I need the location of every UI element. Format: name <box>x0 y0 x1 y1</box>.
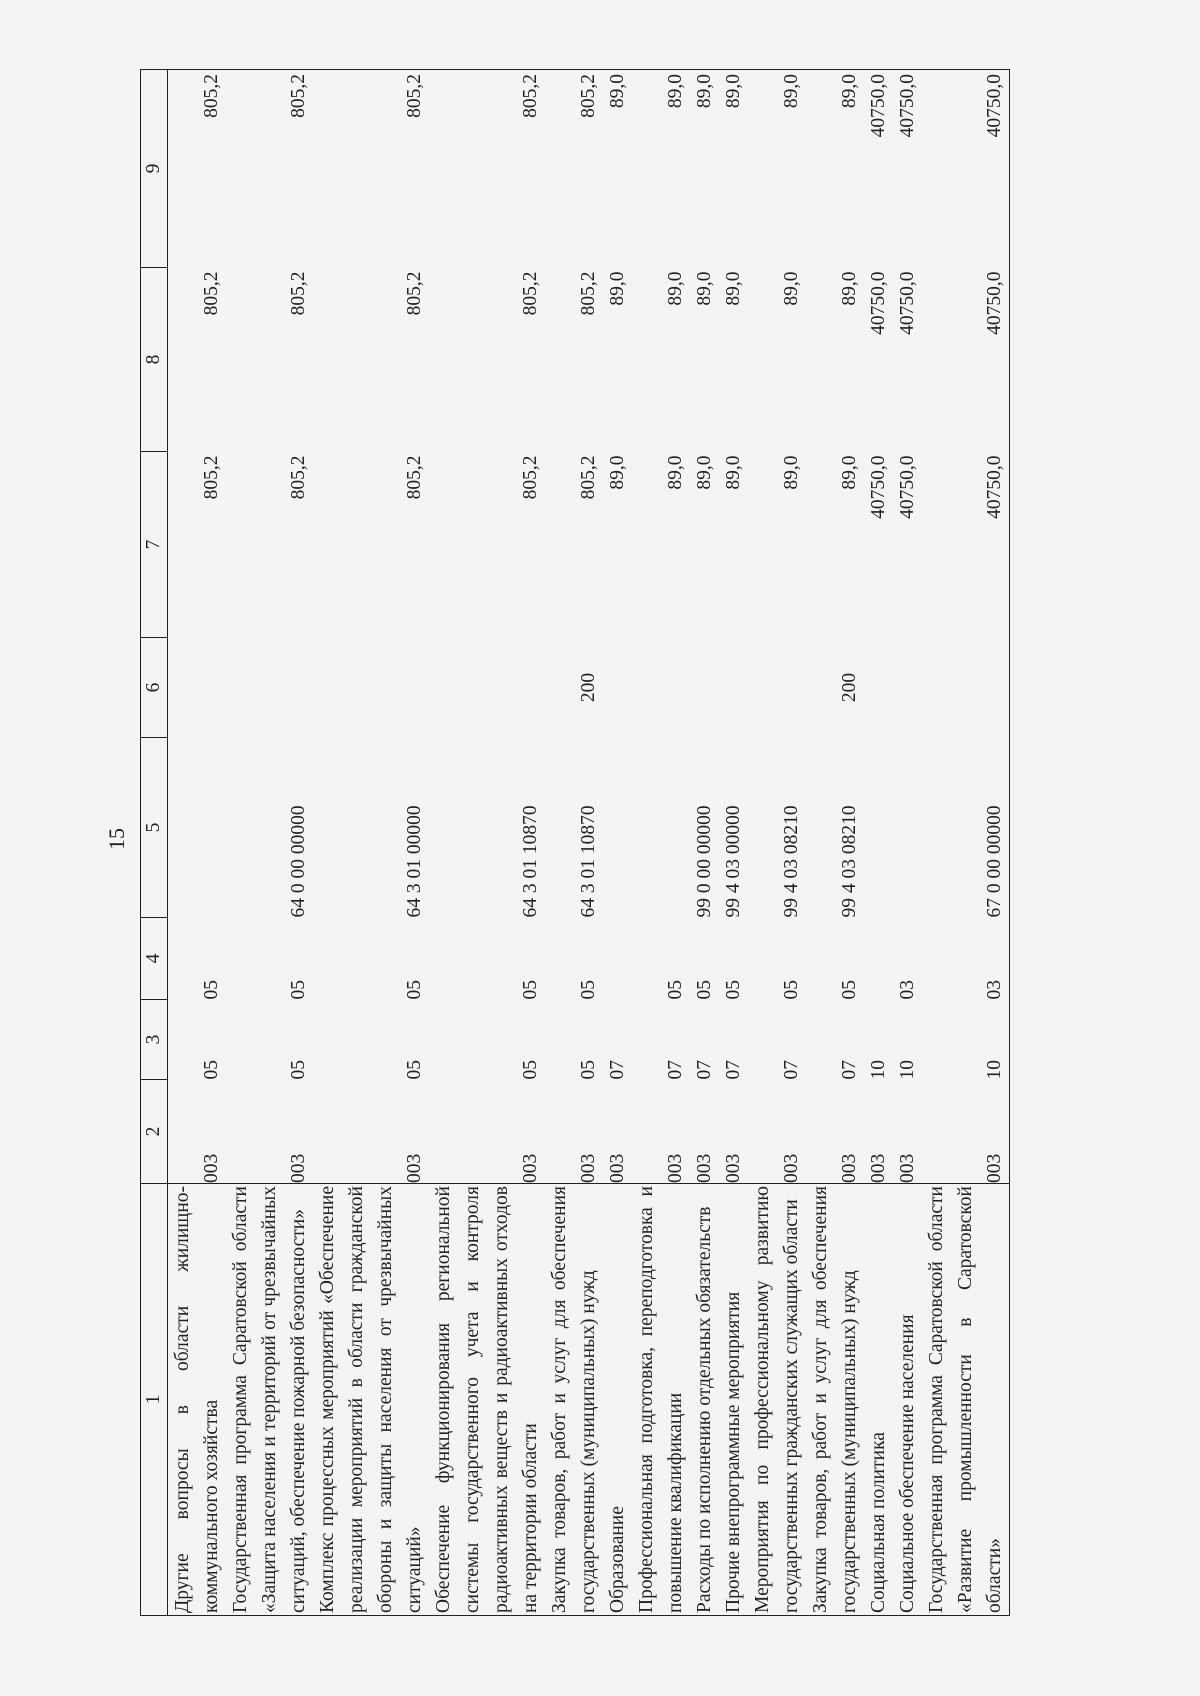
code-2-cell: 003 <box>694 1153 715 1183</box>
table-row <box>806 70 864 1616</box>
value-9-cell: 40750,0 <box>893 70 922 268</box>
code-4-cell: 05 <box>201 980 222 1000</box>
code-6-cell <box>429 638 545 738</box>
code-4-cell: 03 <box>922 918 1010 1000</box>
value-7-cell: 40750,0 <box>868 455 889 519</box>
code-5-cell <box>893 738 922 918</box>
row-title-cell: Расходы по исполнению отдельных обязательств <box>690 1184 719 1616</box>
value-8-cell: 805,2 <box>520 271 541 316</box>
code-3-cell: 05 <box>520 1060 541 1080</box>
code-4-cell: 05 <box>723 980 744 1000</box>
code-2-cell: 003 <box>607 1153 628 1183</box>
budget-table <box>140 69 1010 1616</box>
code-3-cell: 07 <box>723 1060 744 1080</box>
value-7-cell: 40750,0 <box>897 455 918 519</box>
code-4-cell <box>603 918 632 1000</box>
value-9-cell: 89,0 <box>748 70 806 268</box>
value-9-cell: 89,0 <box>632 70 690 268</box>
table-row <box>690 70 719 1616</box>
value-7-cell: 89,0 <box>839 455 860 490</box>
table-row <box>632 70 690 1616</box>
value-7-cell: 805,2 <box>201 455 222 500</box>
code-5-cell: 99 4 03 08210 <box>781 805 802 918</box>
value-7-cell: 805,2 <box>404 455 425 500</box>
code-5-cell: 64 3 01 10870 <box>520 805 541 918</box>
code-2-cell: 003 <box>723 1153 744 1183</box>
table-body <box>168 70 1010 1616</box>
code-3-cell: 10 <box>868 1060 889 1080</box>
code-6-cell <box>690 638 719 738</box>
code-3-cell: 07 <box>665 1060 686 1080</box>
code-2-cell: 003 <box>201 1153 222 1183</box>
value-7-cell: 40750,0 <box>922 452 1010 638</box>
code-4-cell: 05 <box>839 980 860 1000</box>
value-8-cell: 805,2 <box>578 271 599 316</box>
value-7-cell: 89,0 <box>665 455 686 490</box>
code-5-cell <box>632 738 690 918</box>
header-cell: 8 <box>141 268 168 452</box>
code-6-cell <box>893 638 922 738</box>
code-2-cell: 003 <box>781 1153 802 1183</box>
value-9-cell: 805,2 <box>545 70 603 268</box>
code-2-cell: 003 <box>288 1153 309 1183</box>
code-5-cell <box>864 738 893 918</box>
page-number: 15 <box>104 828 129 850</box>
row-title-cell: Другие вопросы в области жилищно-коммунального хозяйства <box>168 1184 227 1616</box>
code-4-cell: 05 <box>404 980 425 1000</box>
value-7-cell: 805,2 <box>520 455 541 500</box>
value-8-cell: 805,2 <box>201 271 222 316</box>
code-6-cell <box>719 638 748 738</box>
value-8-cell: 89,0 <box>694 271 715 306</box>
code-3-cell: 05 <box>578 1060 599 1080</box>
code-5-cell: 64 3 01 10870 <box>578 805 599 918</box>
row-title-cell: Обеспечение функционирования региональной системы государственного учета и контроля радиоактивных веществ и радиоактивных отходов на территории области <box>429 1184 545 1616</box>
value-9-cell: 89,0 <box>690 70 719 268</box>
row-title-cell: Мероприятия по профессиональному развитию государственных гражданских служащих области <box>748 1184 806 1616</box>
value-8-cell: 40750,0 <box>922 268 1010 452</box>
code-2-cell: 003 <box>520 1153 541 1183</box>
value-7-cell: 89,0 <box>781 455 802 490</box>
table-row <box>226 70 313 1616</box>
value-8-cell: 89,0 <box>839 271 860 306</box>
code-5-cell: 99 4 03 08210 <box>839 805 860 918</box>
code-2-cell: 003 <box>665 1153 686 1183</box>
rotated-table-container <box>140 70 1166 1616</box>
code-4-cell: 05 <box>694 980 715 1000</box>
code-5-cell <box>603 738 632 918</box>
code-3-cell: 07 <box>839 1060 860 1080</box>
code-5-cell: 67 0 00 00000 <box>922 738 1010 918</box>
table-row <box>603 70 632 1616</box>
code-3-cell: 05 <box>404 1060 425 1080</box>
code-5-cell: 99 0 00 00000 <box>694 805 715 918</box>
row-title-cell: Государственная программа Саратовской области «Развитие промышленности в Саратовской области» <box>922 1184 1010 1616</box>
code-6-cell <box>632 638 690 738</box>
code-6-cell: 200 <box>839 672 860 703</box>
table-row <box>168 70 227 1616</box>
value-8-cell: 89,0 <box>665 271 686 306</box>
code-2-cell: 003 <box>578 1153 599 1183</box>
code-6-cell <box>748 638 806 738</box>
row-title-cell: Социальная политика <box>864 1184 893 1616</box>
row-title-cell: Образование <box>603 1184 632 1616</box>
code-6-cell <box>922 638 1010 738</box>
code-3-cell: 10 <box>922 1000 1010 1080</box>
table-row <box>545 70 603 1616</box>
header-cell: 9 <box>141 70 168 268</box>
value-9-cell: 40750,0 <box>922 70 1010 268</box>
header-cell: 2 <box>141 1080 168 1184</box>
code-4-cell: 05 <box>288 980 309 1000</box>
row-title-cell: Социальное обеспечение населения <box>893 1184 922 1616</box>
code-3-cell: 07 <box>694 1060 715 1080</box>
code-2-cell: 003 <box>868 1153 889 1183</box>
code-5-cell: 99 4 03 00000 <box>723 805 744 918</box>
row-title-cell: Закупка товаров, работ и услуг для обеспечения государственных (муниципальных) нужд <box>545 1184 603 1616</box>
table-row <box>922 70 1010 1616</box>
code-6-cell <box>313 638 429 738</box>
code-4-cell: 05 <box>781 980 802 1000</box>
header-cell: 5 <box>141 738 168 918</box>
value-7-cell: 805,2 <box>288 455 309 500</box>
code-6-cell <box>864 638 893 738</box>
header-cell: 4 <box>141 918 168 1000</box>
value-9-cell: 89,0 <box>806 70 864 268</box>
table-row <box>429 70 545 1616</box>
value-9-cell: 805,2 <box>313 70 429 268</box>
code-4-cell <box>864 918 893 1000</box>
code-5-cell: 64 3 01 00000 <box>404 805 425 918</box>
code-3-cell: 07 <box>607 1060 628 1080</box>
row-title-cell: Государственная программа Саратовской области «Защита населения и территорий от чрезвычайных ситуаций, обеспечение пожарной безопасности» <box>226 1184 313 1616</box>
row-title-cell: Комплекс процессных мероприятий «Обеспечение реализации мероприятий в области гражданской обороны и защиты населения от чрезвычайных ситуаций» <box>313 1184 429 1616</box>
header-cell: 7 <box>141 452 168 638</box>
value-9-cell: 805,2 <box>429 70 545 268</box>
header-cell: 1 <box>141 1184 168 1616</box>
code-6-cell: 200 <box>578 672 599 703</box>
value-7-cell: 89,0 <box>694 455 715 490</box>
value-8-cell: 40750,0 <box>868 271 889 335</box>
code-5-cell: 64 0 00 00000 <box>288 805 309 918</box>
code-4-cell: 05 <box>520 980 541 1000</box>
code-2-cell: 003 <box>404 1153 425 1183</box>
value-8-cell: 805,2 <box>288 271 309 316</box>
row-title-cell: Закупка товаров, работ и услуг для обеспечения государственных (муниципальных) нужд <box>806 1184 864 1616</box>
code-2-cell: 003 <box>839 1153 860 1183</box>
table-row <box>719 70 748 1616</box>
table-row <box>748 70 806 1616</box>
code-3-cell: 05 <box>288 1060 309 1080</box>
value-9-cell: 89,0 <box>603 70 632 268</box>
code-2-cell: 003 <box>922 1080 1010 1184</box>
code-6-cell <box>168 638 227 738</box>
code-4-cell: 05 <box>578 980 599 1000</box>
value-8-cell: 40750,0 <box>897 271 918 335</box>
value-8-cell: 89,0 <box>781 271 802 306</box>
value-7-cell: 89,0 <box>607 455 628 490</box>
table-row <box>313 70 429 1616</box>
row-title-cell: Профессиональная подготовка, переподготовка и повышение квалификации <box>632 1184 690 1616</box>
value-9-cell: 89,0 <box>719 70 748 268</box>
code-5-cell <box>168 738 227 918</box>
value-7-cell: 89,0 <box>723 455 744 490</box>
code-3-cell: 10 <box>897 1060 918 1080</box>
value-9-cell: 40750,0 <box>864 70 893 268</box>
code-4-cell: 05 <box>665 980 686 1000</box>
header-cell: 3 <box>141 1000 168 1080</box>
value-8-cell: 89,0 <box>607 271 628 306</box>
code-4-cell: 03 <box>897 980 918 1000</box>
code-6-cell <box>226 638 313 738</box>
header-cell: 6 <box>141 638 168 738</box>
code-3-cell: 07 <box>781 1060 802 1080</box>
code-2-cell: 003 <box>897 1153 918 1183</box>
value-8-cell: 805,2 <box>404 271 425 316</box>
header-row <box>141 70 168 1616</box>
code-3-cell: 05 <box>201 1060 222 1080</box>
value-8-cell: 89,0 <box>723 271 744 306</box>
value-7-cell: 805,2 <box>578 455 599 500</box>
code-6-cell <box>603 638 632 738</box>
value-9-cell: 805,2 <box>226 70 313 268</box>
table-row <box>893 70 922 1616</box>
row-title-cell: Прочие внепрограммные мероприятия <box>719 1184 748 1616</box>
table-row <box>864 70 893 1616</box>
value-9-cell: 805,2 <box>168 70 227 268</box>
